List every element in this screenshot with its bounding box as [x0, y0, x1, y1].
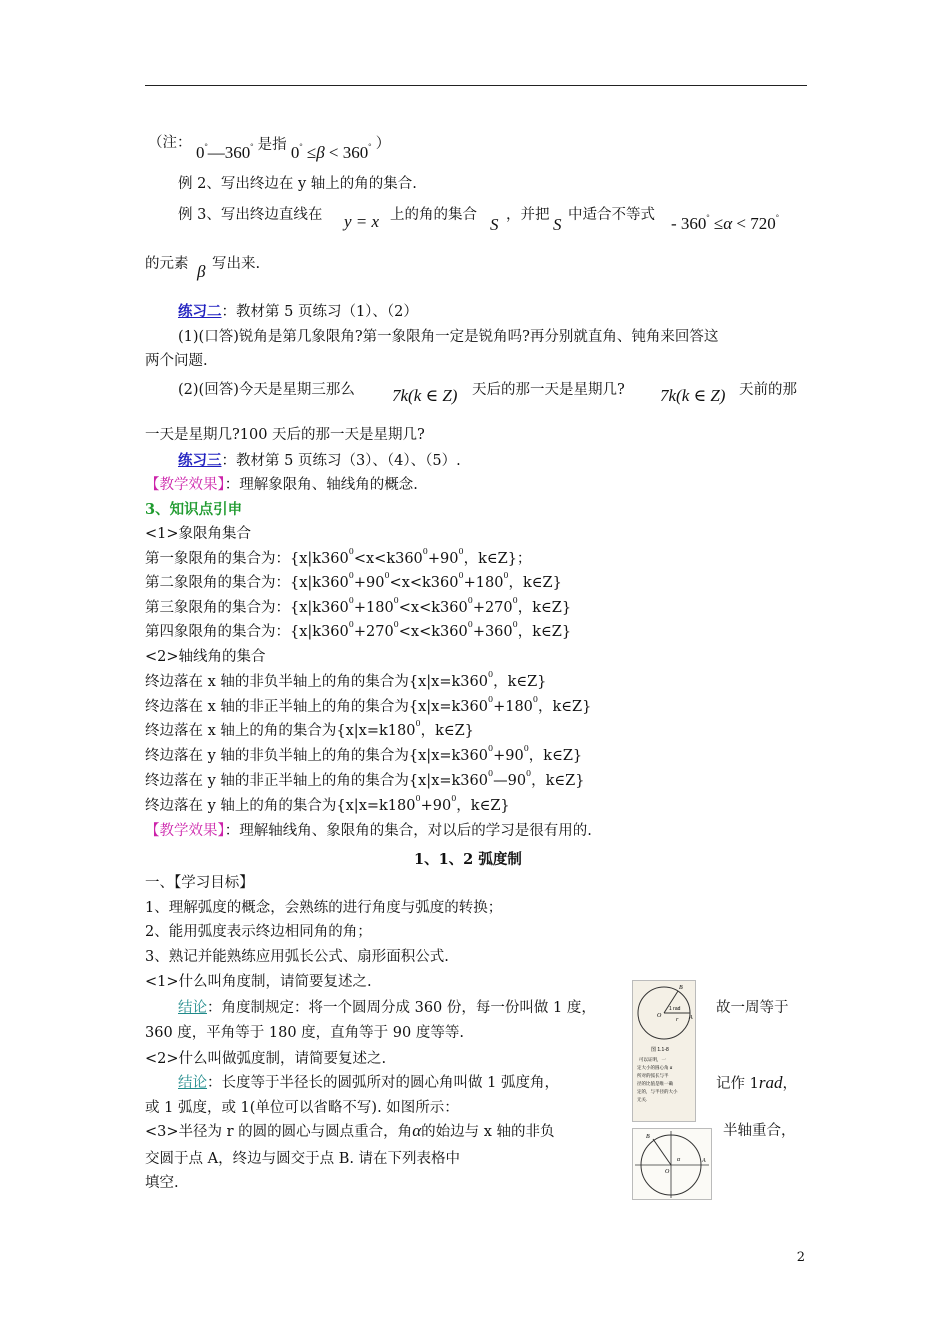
axis-title: <2>轴线角的集合 [145, 649, 266, 665]
conclusion-2: 结论：长度等于半径长的圆弧所对的圆心角叫做 1 弧度角， [178, 1075, 559, 1091]
set-s-2: S [553, 215, 562, 234]
fig2-alpha-label: α [677, 1157, 681, 1163]
goal-1: 1、理解弧度的概念，会熟练的进行角度与弧度的转换； [145, 900, 503, 916]
point-a-label: A [689, 1015, 693, 1021]
angle-diagram [633, 1129, 711, 1199]
expr-7k-2: 7k(k ∈ Z) [660, 386, 726, 405]
teaching-effect-2: 【教学效果】：理解轴线角、象限角的集合，对以后的学习是很有用的. [145, 823, 592, 839]
question-3: <3>半径为 r 的圆的圆心与圆点重合，角α的始边与 x 轴的非负 [145, 1121, 555, 1140]
teaching-effect-1: 【教学效果】：理解象限角、轴线角的概念. [145, 477, 418, 493]
fig2-point-b-label: B [646, 1134, 650, 1140]
quadrant-4: 第四象限角的集合为：{$x|k360^0+270^0<x<k360^0+360^0$，k∈Z} [145, 620, 572, 640]
axis-1: 终边落在 x 轴的非负半轴上的角的集合为{$x|x=k360^0$，k∈Z} [145, 670, 547, 690]
point-b-label: B [679, 985, 683, 991]
question-3-line3: 填空. [145, 1175, 179, 1191]
goals-title: 一、【学习目标】 [145, 875, 254, 891]
figure-note-4: 径的比值是唯一确 [637, 1081, 673, 1086]
radian-diagram [633, 981, 695, 1121]
conclusion-1-right: 故一周等于 [716, 1000, 789, 1016]
conclusion-2-line2: 或 1 弧度，或 1(单位可以省略不写). 如图所示： [145, 1100, 459, 1116]
quadrant-1: 第一象限角的集合为：{$x|k360^0<x<k360^0+90^0$，k∈Z}； [145, 547, 532, 567]
axis-5: 终边落在 y 轴的非正半轴上的角的集合为{$x|x=k360^0—90^0$，k∈Z} [145, 769, 585, 789]
rad-label: 1 rad [669, 1006, 681, 1012]
example-3-mid2: ，并把 [506, 207, 550, 223]
header-rule [145, 85, 807, 86]
quadrant-3: 第三象限角的集合为：{$x|k360^0+180^0<x<k360^0+270^0$，k∈Z} [145, 596, 572, 616]
example-3-line2: 的元素 [145, 256, 189, 272]
conclusion-1: 结论：角度制规定：将一个圆周分成 360 份，每一份叫做 1 度， [178, 1000, 596, 1016]
conclusion-1-line2: 360 度，平角等于 180 度，直角等于 90 度等等. [145, 1025, 464, 1041]
question-2: (2)(回答)今天是星期三那么 [178, 382, 355, 398]
question-3-line2: 交圆于点 A，终边与圆交于点 B. 请在下列表格中 [145, 1151, 461, 1167]
example-3-mid1: 上的角的集合 [390, 207, 477, 223]
example-3-eq: y = x [344, 212, 380, 231]
figure-caption: 图 1.1-8 [651, 1047, 669, 1053]
quadrant-2: 第二象限角的集合为：{$x|k360^0+90^0<x<k360^0+180^0$，k∈Z} [145, 571, 562, 591]
exercise-two: 练习二：教材第 5 页练习（1）、（2） [178, 303, 418, 320]
figure-note-6: 无关. [637, 1097, 648, 1102]
beta-symbol: β [197, 262, 206, 281]
radius-label: r [676, 1017, 679, 1023]
figure-note-2: 定大小的圆心角 α [637, 1065, 673, 1070]
fig2-point-a-label: A [702, 1158, 706, 1164]
question-1: (1)(口答)锐角是第几象限角?第一象限角一定是锐角吗?再分别就直角、钝角来回答这 [178, 329, 719, 345]
note-line: （注： [148, 135, 192, 151]
goal-2: 2、能用弧度表示终边相同角的角； [145, 924, 372, 940]
angle-figure [632, 1128, 712, 1200]
axis-3: 终边落在 x 轴上的角的集合为{$x|x=k180^0$，k∈Z} [145, 719, 474, 739]
example-3-mid3: 中适合不等式 [568, 207, 655, 223]
axis-4: 终边落在 y 轴的非负半轴上的角的集合为{$x|x=k360^0+90^0$，k∈Z} [145, 744, 583, 764]
example-3-line2b: 写出来. [212, 256, 261, 272]
axis-2: 终边落在 x 轴的非正半轴上的角的集合为{$x|x=k360^0+180^0$，k∈Z} [145, 695, 592, 715]
expr-7k-1: 7k(k ∈ Z) [392, 386, 458, 405]
fig2-origin-label: O [665, 1169, 670, 1175]
section-3-title: 3、知识点引申 [145, 501, 243, 518]
radian-figure [632, 980, 696, 1122]
question-2-line2: 一天是星期几?100 天后的那一天是星期几? [145, 427, 425, 443]
note-math: 0°—360° 是指 0° ≤β < 360° ） [196, 136, 391, 162]
question-3-right: 半轴重合， [723, 1123, 796, 1139]
figure-note-1: 可以证明，一 [639, 1057, 666, 1062]
example-3: 例 3、写出终边直线在 [178, 207, 323, 223]
question-1-line2: 两个问题. [145, 353, 208, 369]
exercise-three: 练习三：教材第 5 页练习（3）、（4）、（5）. [178, 452, 461, 469]
question-radian: <2>什么叫做弧度制，请简要复述之. [145, 1051, 387, 1067]
origin-label: O [657, 1013, 662, 1019]
axis-6: 终边落在 y 轴上的角的集合为{$x|x=k180^0+90^0$，k∈Z} [145, 794, 510, 814]
question-2-post: 天前的那 [739, 382, 797, 398]
figure-note-5: 定的，与半径的大小 [637, 1089, 678, 1094]
figure-note-3: 所对的弧长与半 [637, 1073, 669, 1078]
conclusion-2-right: 记作 1rad， [716, 1073, 797, 1092]
question-angle: <1>什么叫角度制，请简要复述之. [145, 974, 372, 990]
section-title: 1、1、2 弧度制 [414, 851, 522, 868]
page-number: 2 [796, 1250, 805, 1265]
quadrant-title: <1>象限角集合 [145, 526, 252, 542]
goal-3: 3、熟记并能熟练应用弧长公式、扇形面积公式. [145, 949, 449, 965]
set-s: S [490, 215, 499, 234]
question-2-mid: 天后的那一天是星期几? [472, 382, 625, 398]
example-2: 例 2、写出终边在 y 轴上的角的集合. [178, 176, 417, 192]
inequality: - 360° ≤α < 720° [671, 213, 779, 233]
